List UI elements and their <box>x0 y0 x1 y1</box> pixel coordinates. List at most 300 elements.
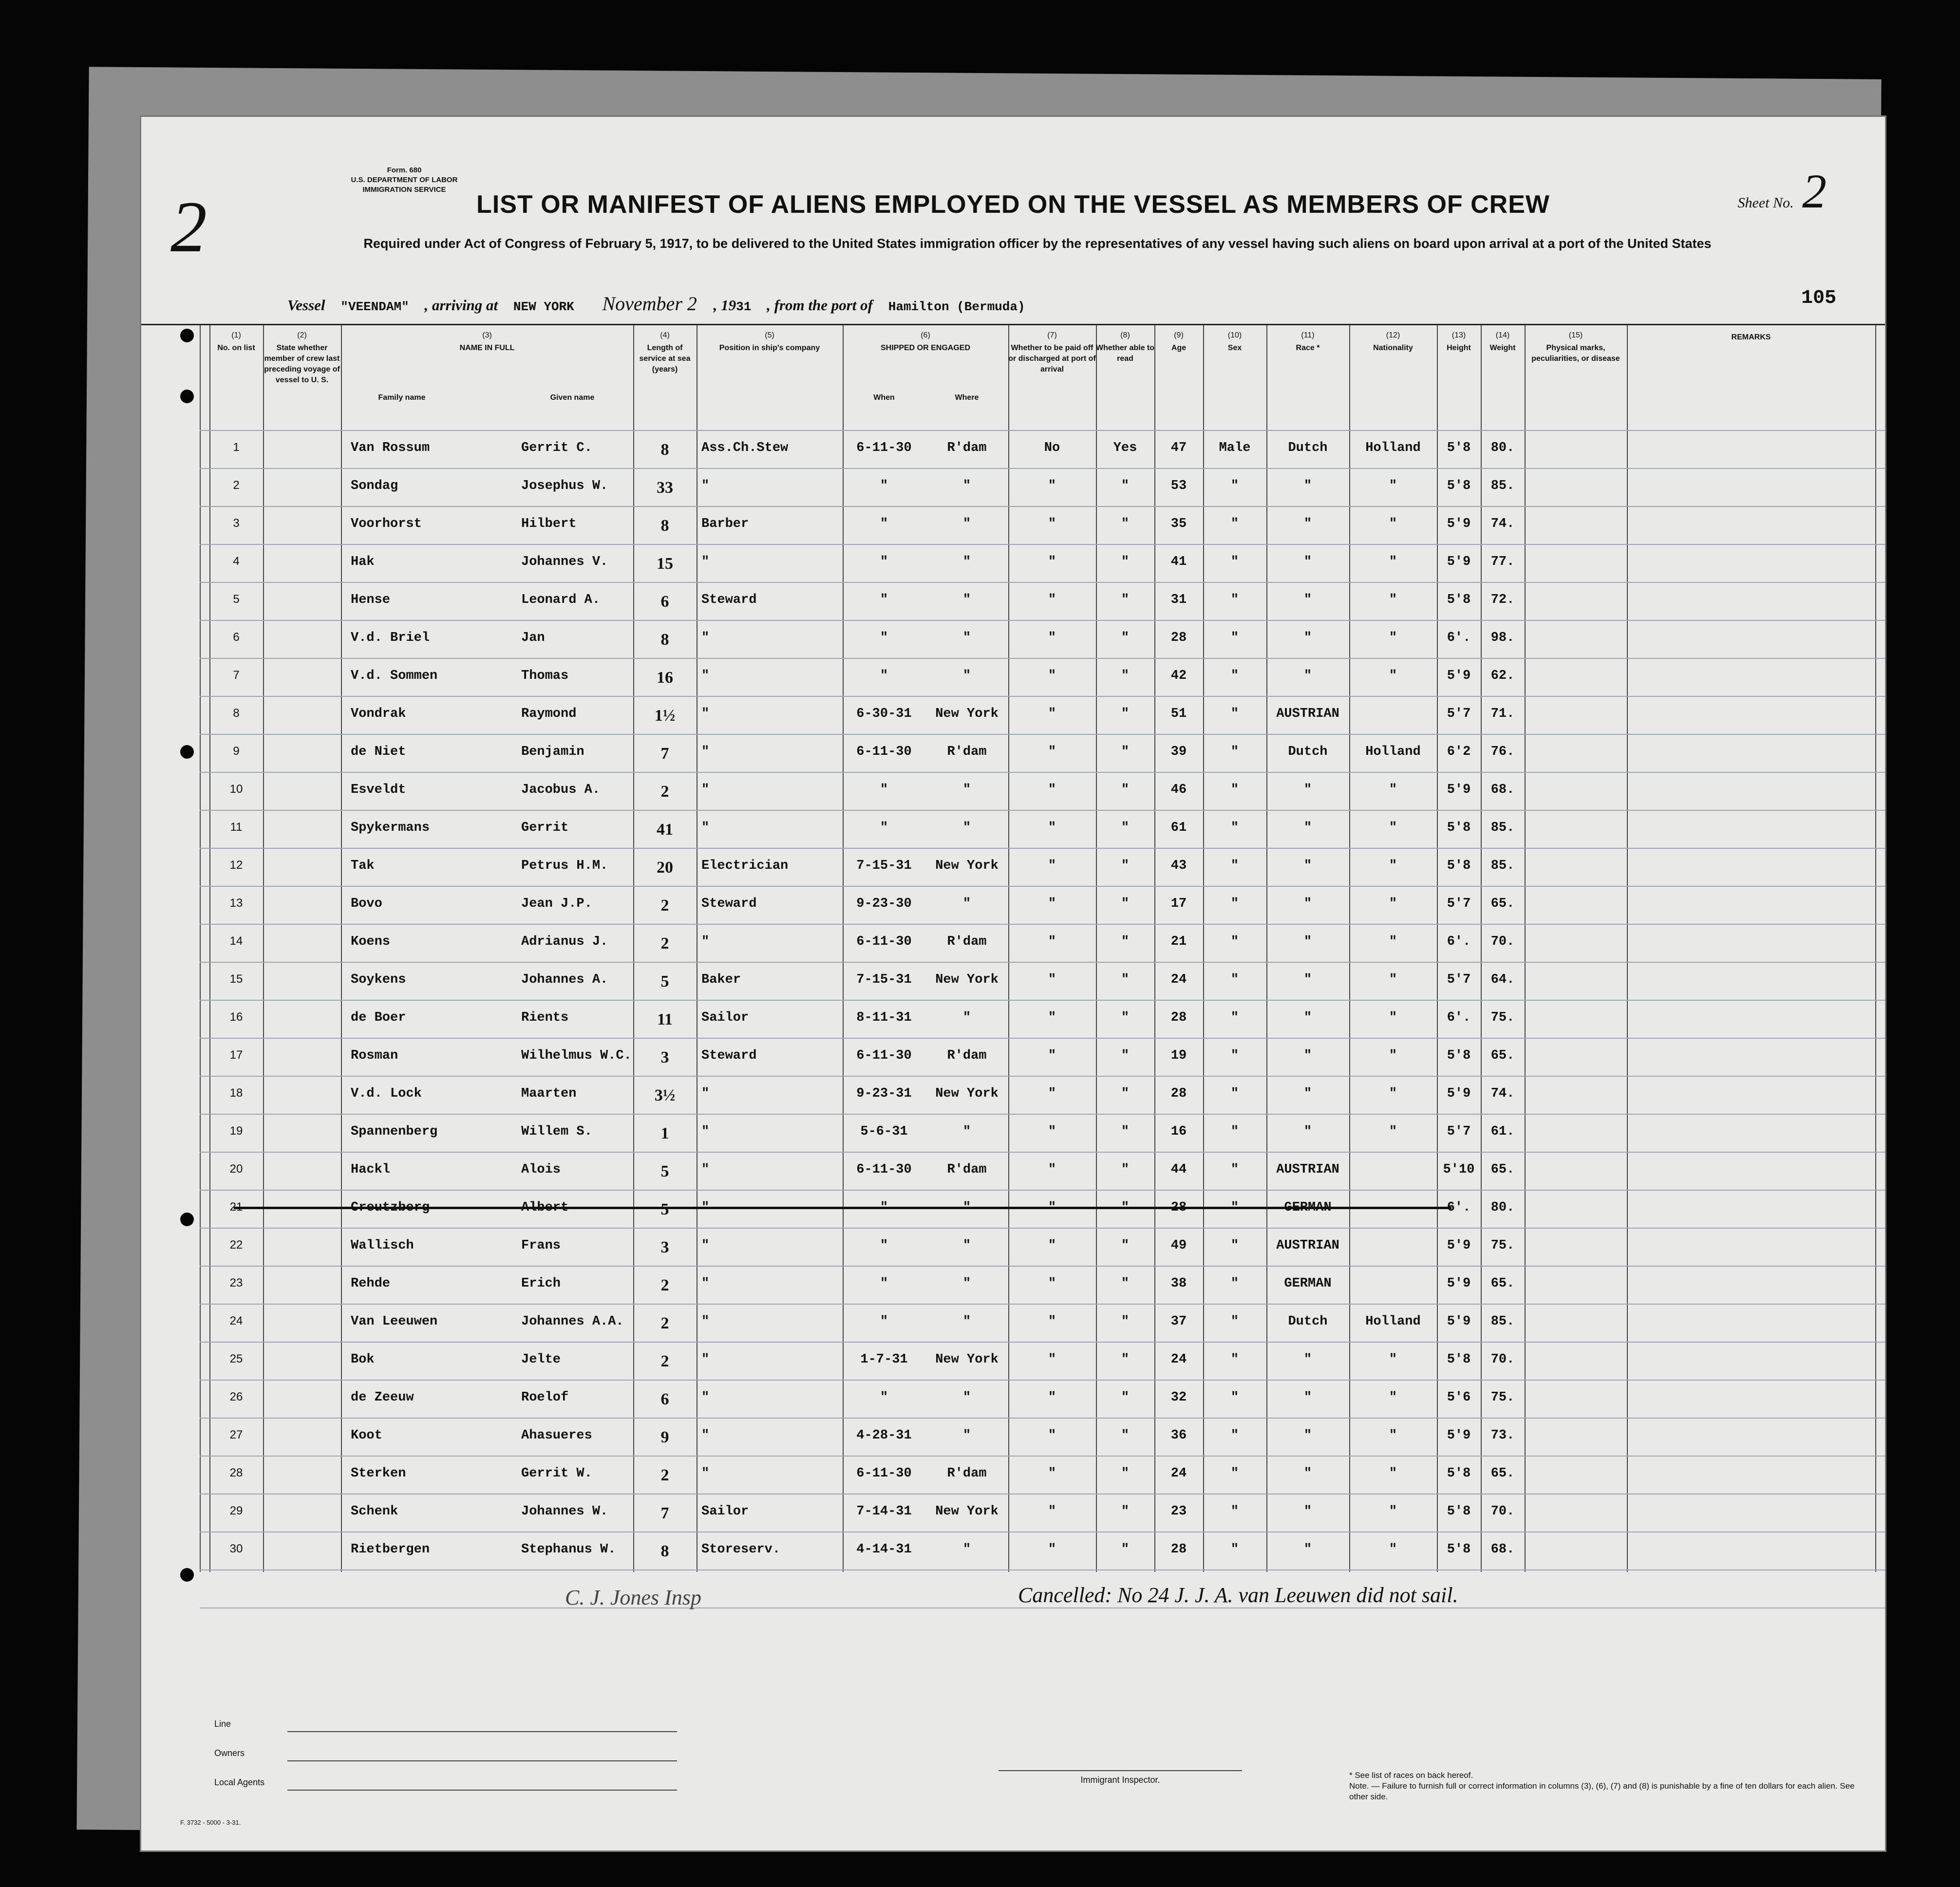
age: 36 <box>1170 1428 1187 1443</box>
row-number: 2 <box>233 479 240 492</box>
able-to-read: " <box>1121 1010 1130 1025</box>
family-name: V.d. Sommen <box>351 669 438 683</box>
sex: " <box>1230 1542 1239 1557</box>
given-name: Gerrit W. <box>521 1466 592 1481</box>
paid-off: No <box>1044 441 1060 455</box>
family-name: Esveldt <box>351 783 406 797</box>
shipped-when: " <box>880 669 888 683</box>
row-number: 30 <box>229 1542 243 1555</box>
shipped-when: 6-11-30 <box>856 441 912 455</box>
footer <box>141 1575 1885 1848</box>
shipped-where: R'dam <box>947 1466 987 1481</box>
family-name: de Boer <box>351 1010 406 1025</box>
race: GERMAN <box>1284 1200 1332 1215</box>
service-years: 8 <box>660 517 669 535</box>
row-number: 10 <box>229 783 243 796</box>
row-number: 8 <box>233 707 240 720</box>
row-number: 17 <box>229 1048 243 1062</box>
row-number: 23 <box>229 1276 243 1289</box>
age: 41 <box>1170 555 1187 569</box>
nationality: Holland <box>1365 441 1421 455</box>
column-label: Sex <box>1227 344 1242 352</box>
sex: " <box>1230 934 1239 949</box>
nationality: " <box>1389 593 1397 607</box>
family-name: Hense <box>351 593 391 607</box>
column-header <box>341 325 633 430</box>
able-to-read: " <box>1121 1276 1130 1291</box>
weight: 74. <box>1490 517 1515 531</box>
row-number: 18 <box>229 1086 243 1100</box>
given-name: Josephus W. <box>521 479 608 493</box>
able-to-read: " <box>1121 1542 1130 1557</box>
table-row <box>141 886 1885 924</box>
row-number: 28 <box>229 1466 243 1479</box>
line-rule <box>287 1731 677 1732</box>
penalty-note: Note. — Failure to furnish full or correct information in columns (3), (6), (7) and (8) is punishable by a fine of ten dollars for each alien. See other side. <box>1349 1781 1855 1801</box>
shipped-where: " <box>962 897 971 911</box>
height: 5'7 <box>1447 972 1471 987</box>
age: 28 <box>1170 1542 1187 1557</box>
family-name: Sterken <box>351 1466 406 1481</box>
vessel-label: Vessel <box>287 297 325 314</box>
column-label: Age <box>1171 344 1187 352</box>
column-number: (4) <box>660 331 670 339</box>
race: " <box>1303 593 1312 607</box>
position: " <box>701 669 710 683</box>
punch-hole <box>180 329 194 342</box>
paid-off: " <box>1048 1238 1056 1253</box>
service-years: 3 <box>660 1048 669 1066</box>
service-years: 2 <box>660 783 669 801</box>
owners-rule <box>287 1760 677 1761</box>
weight: 71. <box>1490 707 1515 721</box>
table-row <box>141 772 1885 810</box>
table-row <box>141 1532 1885 1569</box>
able-to-read: " <box>1121 1504 1130 1519</box>
race: AUSTRIAN <box>1276 1162 1339 1177</box>
service-years: 2 <box>660 1276 669 1294</box>
shipped-when: 6-30-31 <box>856 707 912 721</box>
service-years: 5 <box>660 1162 669 1180</box>
weight: 68. <box>1490 1542 1515 1557</box>
age: 44 <box>1170 1162 1187 1177</box>
column-number: (8) <box>1120 331 1130 339</box>
position: " <box>701 1276 710 1291</box>
sex: " <box>1230 1314 1239 1329</box>
race: " <box>1303 1010 1312 1025</box>
service-years: 8 <box>660 1542 669 1560</box>
height: 5'8 <box>1447 821 1471 835</box>
family-name: Tak <box>351 859 375 873</box>
shipped-when: 6-11-30 <box>856 1162 912 1177</box>
shipped-where: " <box>962 631 971 645</box>
paid-off: " <box>1048 1276 1056 1291</box>
table-row <box>141 696 1885 734</box>
shipped-where: " <box>962 783 971 797</box>
able-to-read: " <box>1121 1352 1130 1367</box>
height: 5'9 <box>1447 1238 1471 1253</box>
sex: " <box>1230 669 1239 683</box>
race: Dutch <box>1288 1314 1328 1329</box>
from-label: , from the port of <box>767 297 873 314</box>
height: 5'9 <box>1447 1086 1471 1101</box>
sex: " <box>1230 745 1239 759</box>
able-to-read: " <box>1121 745 1130 759</box>
family-name: Hak <box>351 555 375 569</box>
shipped-when: 7-14-31 <box>856 1504 912 1519</box>
punch-hole <box>180 1568 194 1582</box>
position: Storeserv. <box>701 1542 781 1557</box>
sex: " <box>1230 1162 1239 1177</box>
family-name: Hackl <box>351 1162 391 1177</box>
column-header <box>1627 325 1875 430</box>
position: Steward <box>701 593 757 607</box>
height: 5'8 <box>1447 441 1471 455</box>
sex: " <box>1230 972 1239 987</box>
race: " <box>1303 631 1312 645</box>
paid-off: " <box>1048 555 1056 569</box>
family-name: Spykermans <box>351 821 430 835</box>
given-name: Jelte <box>521 1352 561 1367</box>
given-name: Roelof <box>521 1390 569 1405</box>
position: " <box>701 479 710 493</box>
height: 5'7 <box>1447 707 1471 721</box>
height: 5'9 <box>1447 1428 1471 1443</box>
race: " <box>1303 1048 1312 1063</box>
paid-off: " <box>1048 669 1056 683</box>
table-row <box>141 544 1885 582</box>
given-name: Hilbert <box>521 517 577 531</box>
line-label: Line <box>214 1719 231 1729</box>
column-label: Height <box>1447 344 1471 352</box>
sex: " <box>1230 821 1239 835</box>
weight: 68. <box>1490 783 1515 797</box>
column-number: (13) <box>1451 331 1466 339</box>
nationality: " <box>1389 1542 1397 1557</box>
column-header <box>1481 325 1525 430</box>
age: 32 <box>1170 1390 1187 1405</box>
family-name: Sondag <box>351 479 398 493</box>
position: Ass.Ch.Stew <box>701 441 789 455</box>
nationality: " <box>1389 631 1397 645</box>
paid-off: " <box>1048 479 1056 493</box>
column-label: Weight <box>1489 344 1516 352</box>
column-number: (7) <box>1047 331 1057 339</box>
shipped-when: 7-15-31 <box>856 859 912 873</box>
given-name: Willem S. <box>521 1124 592 1139</box>
height: 5'8 <box>1447 1352 1471 1367</box>
age: 61 <box>1170 821 1187 835</box>
position: " <box>701 631 710 645</box>
form-code: F. 3732 - 5000 - 3-31. <box>180 1819 241 1826</box>
service-years: 2 <box>660 934 669 953</box>
shipped-where: " <box>962 479 971 493</box>
height: 5'8 <box>1447 1542 1471 1557</box>
race: AUSTRIAN <box>1276 1238 1339 1253</box>
age: 28 <box>1170 1200 1187 1215</box>
table-row <box>141 1114 1885 1152</box>
able-to-read: " <box>1121 1162 1130 1177</box>
height: 5'9 <box>1447 1276 1471 1291</box>
table-row <box>141 506 1885 544</box>
position: " <box>701 1352 710 1367</box>
able-to-read: " <box>1121 972 1130 987</box>
position: Steward <box>701 1048 757 1063</box>
punch-hole <box>180 390 194 403</box>
paid-off: " <box>1048 631 1056 645</box>
weight: 85. <box>1490 1314 1515 1329</box>
given-name: Ahasueres <box>521 1428 592 1443</box>
sex: Male <box>1219 441 1251 455</box>
arrival-date: November 2 <box>602 293 697 315</box>
table-row <box>141 430 1885 468</box>
position: Steward <box>701 897 757 911</box>
family-name: Koot <box>351 1428 382 1443</box>
nationality: " <box>1389 1048 1397 1063</box>
arriving-label: , arriving at <box>424 297 498 314</box>
column-header <box>1349 325 1437 430</box>
weight: 62. <box>1490 669 1515 683</box>
table-row <box>141 1266 1885 1304</box>
age: 46 <box>1170 783 1187 797</box>
column-number: (5) <box>765 331 774 339</box>
able-to-read: " <box>1121 631 1130 645</box>
punch-hole <box>180 1213 194 1226</box>
race: " <box>1303 1124 1312 1139</box>
family-name: V.d. Lock <box>351 1086 422 1101</box>
shipped-where: " <box>962 1238 971 1253</box>
row-number: 13 <box>229 897 243 910</box>
column-label: Race * <box>1296 344 1320 352</box>
agents-rule <box>287 1790 677 1791</box>
given-name: Alois <box>521 1162 561 1177</box>
year-prefix: , 19 <box>713 297 736 314</box>
column-label: NAME IN FULL <box>459 344 515 352</box>
height: 5'9 <box>1447 1314 1471 1329</box>
height: 5'7 <box>1447 1124 1471 1139</box>
shipped-where: " <box>962 669 971 683</box>
row-rule <box>200 1569 1885 1570</box>
shipped-when: 4-14-31 <box>856 1542 912 1557</box>
position: " <box>701 707 710 721</box>
given-name: Erich <box>521 1276 561 1291</box>
paid-off: " <box>1048 1200 1056 1215</box>
given-name: Maarten <box>521 1086 577 1101</box>
given-name: Adrianus J. <box>521 934 608 949</box>
age: 31 <box>1170 593 1187 607</box>
service-years: 33 <box>657 479 673 497</box>
shipped-where: R'dam <box>947 745 987 759</box>
row-number: 14 <box>229 934 243 948</box>
able-to-read: " <box>1121 897 1130 911</box>
weight: 73. <box>1490 1428 1515 1443</box>
nationality: " <box>1389 897 1397 911</box>
shipped-where: R'dam <box>947 934 987 949</box>
service-years: 8 <box>660 631 669 649</box>
race: AUSTRIAN <box>1276 707 1339 721</box>
column-header <box>263 325 341 430</box>
weight: 72. <box>1490 593 1515 607</box>
table-row <box>141 810 1885 848</box>
given-name: Benjamin <box>521 745 584 759</box>
arrival-year: 31 <box>736 299 752 314</box>
given-name: Jacobus A. <box>521 783 601 797</box>
column-header <box>209 325 263 430</box>
position: Sailor <box>701 1504 749 1519</box>
nationality: " <box>1389 934 1397 949</box>
race: " <box>1303 1086 1312 1101</box>
column-label: Length of service at sea (years) <box>639 344 691 374</box>
able-to-read: " <box>1121 934 1130 949</box>
position: " <box>701 555 710 569</box>
shipped-where: " <box>962 1124 971 1139</box>
column-number: (1) <box>231 331 241 339</box>
shipped-where: " <box>962 555 971 569</box>
shipped-when: " <box>880 631 888 645</box>
position: " <box>701 934 710 949</box>
able-to-read: " <box>1121 783 1130 797</box>
race: " <box>1303 1390 1312 1405</box>
shipped-when: " <box>880 1390 888 1405</box>
paid-off: " <box>1048 897 1056 911</box>
paid-off: " <box>1048 1542 1056 1557</box>
nationality: " <box>1389 1086 1397 1101</box>
family-name: Soykens <box>351 972 406 987</box>
given-name: Johannes A. <box>521 972 608 987</box>
shipped-when: 7-15-31 <box>856 972 912 987</box>
height: 5'8 <box>1447 1504 1471 1519</box>
paid-off: " <box>1048 593 1056 607</box>
family-name: Vondrak <box>351 707 406 721</box>
owners-label: Owners <box>214 1748 245 1758</box>
family-name: Rosman <box>351 1048 398 1063</box>
family-name: Rietbergen <box>351 1542 430 1557</box>
column-header <box>697 325 843 430</box>
able-to-read: " <box>1121 1048 1130 1063</box>
age: 38 <box>1170 1276 1187 1291</box>
given-name: Johannes A.A. <box>521 1314 624 1329</box>
weight: 65. <box>1490 1162 1515 1177</box>
position: " <box>701 1466 710 1481</box>
sex: " <box>1230 1428 1239 1443</box>
weight: 61. <box>1490 1124 1515 1139</box>
age: 53 <box>1170 479 1187 493</box>
column-header <box>1096 325 1154 430</box>
shipped-when: " <box>880 821 888 835</box>
shipped-where: " <box>962 517 971 531</box>
service-years: 8 <box>660 441 669 459</box>
nationality: " <box>1389 669 1397 683</box>
able-to-read: " <box>1121 1466 1130 1481</box>
race: " <box>1303 859 1312 873</box>
shipped-when: 4-28-31 <box>856 1428 912 1443</box>
height: 5'9 <box>1447 555 1471 569</box>
service-years: 41 <box>657 821 673 839</box>
race: " <box>1303 897 1312 911</box>
race: " <box>1303 1466 1312 1481</box>
column-number: (6) <box>921 331 930 339</box>
able-to-read: " <box>1121 1238 1130 1253</box>
nationality: " <box>1389 1428 1397 1443</box>
position: " <box>701 1124 710 1139</box>
sex: " <box>1230 859 1239 873</box>
nationality: " <box>1389 1124 1397 1139</box>
sex: " <box>1230 517 1239 531</box>
position: " <box>701 1314 710 1329</box>
given-name: Johannes V. <box>521 555 608 569</box>
able-to-read: " <box>1121 1086 1130 1101</box>
age: 28 <box>1170 1010 1187 1025</box>
table-row <box>141 734 1885 772</box>
paid-off: " <box>1048 859 1056 873</box>
table-row <box>141 1000 1885 1038</box>
paid-off: " <box>1048 1010 1056 1025</box>
row-number: 7 <box>233 669 240 682</box>
column-number: (14) <box>1495 331 1510 339</box>
weight: 75. <box>1490 1390 1515 1405</box>
race: " <box>1303 669 1312 683</box>
height: 6'. <box>1447 934 1471 949</box>
height: 5'8 <box>1447 593 1471 607</box>
sex: " <box>1230 1048 1239 1063</box>
service-years: 1 <box>660 1124 669 1142</box>
weight: 70. <box>1490 1504 1515 1519</box>
race: " <box>1303 821 1312 835</box>
service: IMMIGRATION SERVICE <box>362 186 446 194</box>
age: 24 <box>1170 1352 1187 1367</box>
column-number: (15) <box>1568 331 1583 339</box>
height: 6'. <box>1447 631 1471 645</box>
table-row <box>141 1418 1885 1456</box>
weight: 64. <box>1490 972 1515 987</box>
able-to-read: " <box>1121 1390 1130 1405</box>
when-header: When <box>873 393 895 402</box>
shipped-where: " <box>962 821 971 835</box>
position: " <box>701 1238 710 1253</box>
row-number: 27 <box>229 1428 243 1441</box>
table-row <box>141 1076 1885 1114</box>
family-name: Van Leeuwen <box>351 1314 438 1329</box>
table-row <box>141 582 1885 620</box>
race: " <box>1303 972 1312 987</box>
paid-off: " <box>1048 745 1056 759</box>
service-years: 3 <box>660 1238 669 1256</box>
vessel-name: "VEENDAM" <box>340 299 409 314</box>
shipped-when: " <box>880 783 888 797</box>
age: 19 <box>1170 1048 1187 1063</box>
race: GERMAN <box>1284 1276 1332 1291</box>
family-name: Bovo <box>351 897 382 911</box>
able-to-read: " <box>1121 1314 1130 1329</box>
page-subtitle: Required under Act of Congress of February 5, 1917, to be delivered to the United States immigration officer by the representatives of any vessel having such aliens on board upon arrival at a port of the United States <box>363 236 1712 251</box>
paid-off: " <box>1048 1086 1056 1101</box>
row-number: 26 <box>229 1390 243 1403</box>
service-years: 7 <box>660 745 669 763</box>
able-to-read: " <box>1121 555 1130 569</box>
table-row <box>141 848 1885 886</box>
age: 24 <box>1170 972 1187 987</box>
table-row <box>141 658 1885 696</box>
shipped-when: " <box>880 555 888 569</box>
height: 5'8 <box>1447 859 1471 873</box>
given-name: Leonard A. <box>521 593 601 607</box>
given-name: Wilhelmus W.C. <box>521 1048 632 1063</box>
sheet-value: 2 <box>1802 164 1827 218</box>
shipped-when: 6-11-30 <box>856 1466 912 1481</box>
row-number: 16 <box>229 1010 243 1024</box>
family-name: Creutzberg <box>351 1200 430 1215</box>
family-name: V.d. Briel <box>351 631 430 645</box>
